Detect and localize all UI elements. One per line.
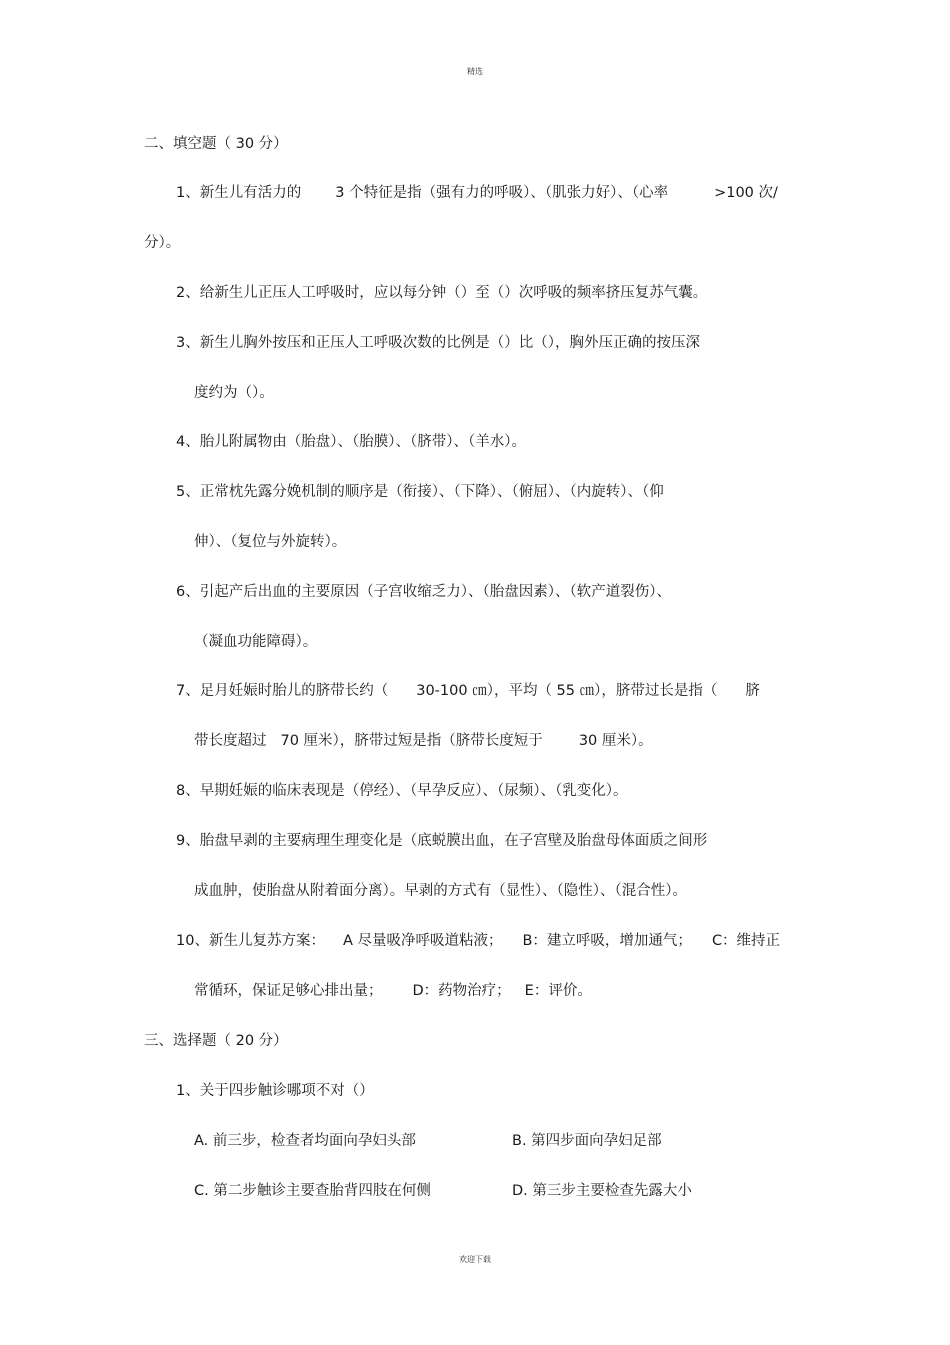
q7-part-b: 30-100 ㎝），平均（ 55 ㎝），脐带过长是指（ xyxy=(416,683,718,699)
q1-part-c: >100 次/ xyxy=(714,185,778,201)
page-footer: 欢迎下载 xyxy=(459,1255,491,1264)
q10-part-f: D：药物治疗； xyxy=(412,983,511,999)
q10-part-c: B：建立呼吸，增加通气； xyxy=(522,933,692,949)
option-c: C. 第二步触诊主要查胎背四肢在何侧 xyxy=(194,1183,431,1199)
q7-part-d: 带长度超过 xyxy=(194,733,267,749)
question-2-9: 9、胎盘早剥的主要病理生理变化是（底蜕膜出血，在子宫壁及胎盘母体面质之间形 xyxy=(176,833,708,849)
question-2-3-cont: 度约为（）。 xyxy=(194,385,274,401)
question-2-8: 8、早期妊娠的临床表现是（停经）、（早孕反应）、（尿频）、（乳变化）。 xyxy=(176,783,628,799)
q7-part-e: 70 厘米），脐带过短是指（脐带长度短于 xyxy=(280,733,543,749)
page-header: 精选 xyxy=(467,67,483,76)
question-2-3: 3、新生儿胸外按压和正压人工呼吸次数的比例是（）比（），胸外压正确的按压深 xyxy=(176,335,700,351)
q10-part-b: A 尽量吸净呼吸道粘液； xyxy=(342,933,503,949)
question-2-9-cont: 成血肿，使胎盘从附着面分离）。早剥的方式有（显性）、（隐性）、（混合性）。 xyxy=(194,883,687,899)
q10-part-d: C：维持正 xyxy=(711,933,781,949)
question-2-10-cont xyxy=(194,982,592,1000)
q7-part-f: 30 厘米）。 xyxy=(578,733,653,749)
section-title-choice: 三、选择题（ 20 分） xyxy=(144,1033,288,1049)
question-3-1: 1、关于四步触诊哪项不对（） xyxy=(176,1083,374,1099)
q1-part-a: 1、新生儿有活力的 xyxy=(176,185,302,201)
option-d: D. 第三步主要检查先露大小 xyxy=(512,1183,692,1199)
question-2-1 xyxy=(176,184,778,202)
q1-part-b: 3 个特征是指（强有力的呼吸）、（肌张力好）、（心率 xyxy=(335,185,669,201)
option-b: B. 第四步面向孕妇足部 xyxy=(512,1133,662,1149)
option-a: A. 前三步，检查者均面向孕妇头部 xyxy=(194,1133,416,1149)
question-2-4: 4、胎儿附属物由（胎盘）、（胎膜）、（脐带）、（羊水）。 xyxy=(176,434,526,450)
section-title-fill-in: 二、填空题（ 30 分） xyxy=(144,136,288,152)
q10-part-a: 10、新生儿复苏方案： xyxy=(176,933,325,949)
q10-part-g: E：评价。 xyxy=(524,983,592,999)
q7-part-c: 脐 xyxy=(745,683,760,699)
question-2-7-cont xyxy=(194,732,653,750)
question-2-7 xyxy=(176,682,760,700)
q7-part-a: 7、足月妊娠时胎儿的脐带长约（ xyxy=(176,683,389,699)
question-2-5-cont: 伸）、（复位与外旋转）。 xyxy=(194,534,347,550)
question-2-6-cont: （凝血功能障碍）。 xyxy=(194,634,318,650)
question-2-2: 2、给新生儿正压人工呼吸时，应以每分钟（）至（）次呼吸的频率挤压复苏气囊。 xyxy=(176,285,708,301)
question-2-10 xyxy=(176,932,780,950)
question-2-6: 6、引起产后出血的主要原因（子宫收缩乏力）、（胎盘因素）、（软产道裂伤）、 xyxy=(176,584,671,600)
question-2-5: 5、正常枕先露分娩机制的顺序是（衔接）、（下降）、（俯屈）、（内旋转）、（仰 xyxy=(176,484,664,500)
q10-part-e: 常循环，保证足够心排出量； xyxy=(194,983,383,999)
question-2-1-cont: 分）。 xyxy=(144,235,181,251)
